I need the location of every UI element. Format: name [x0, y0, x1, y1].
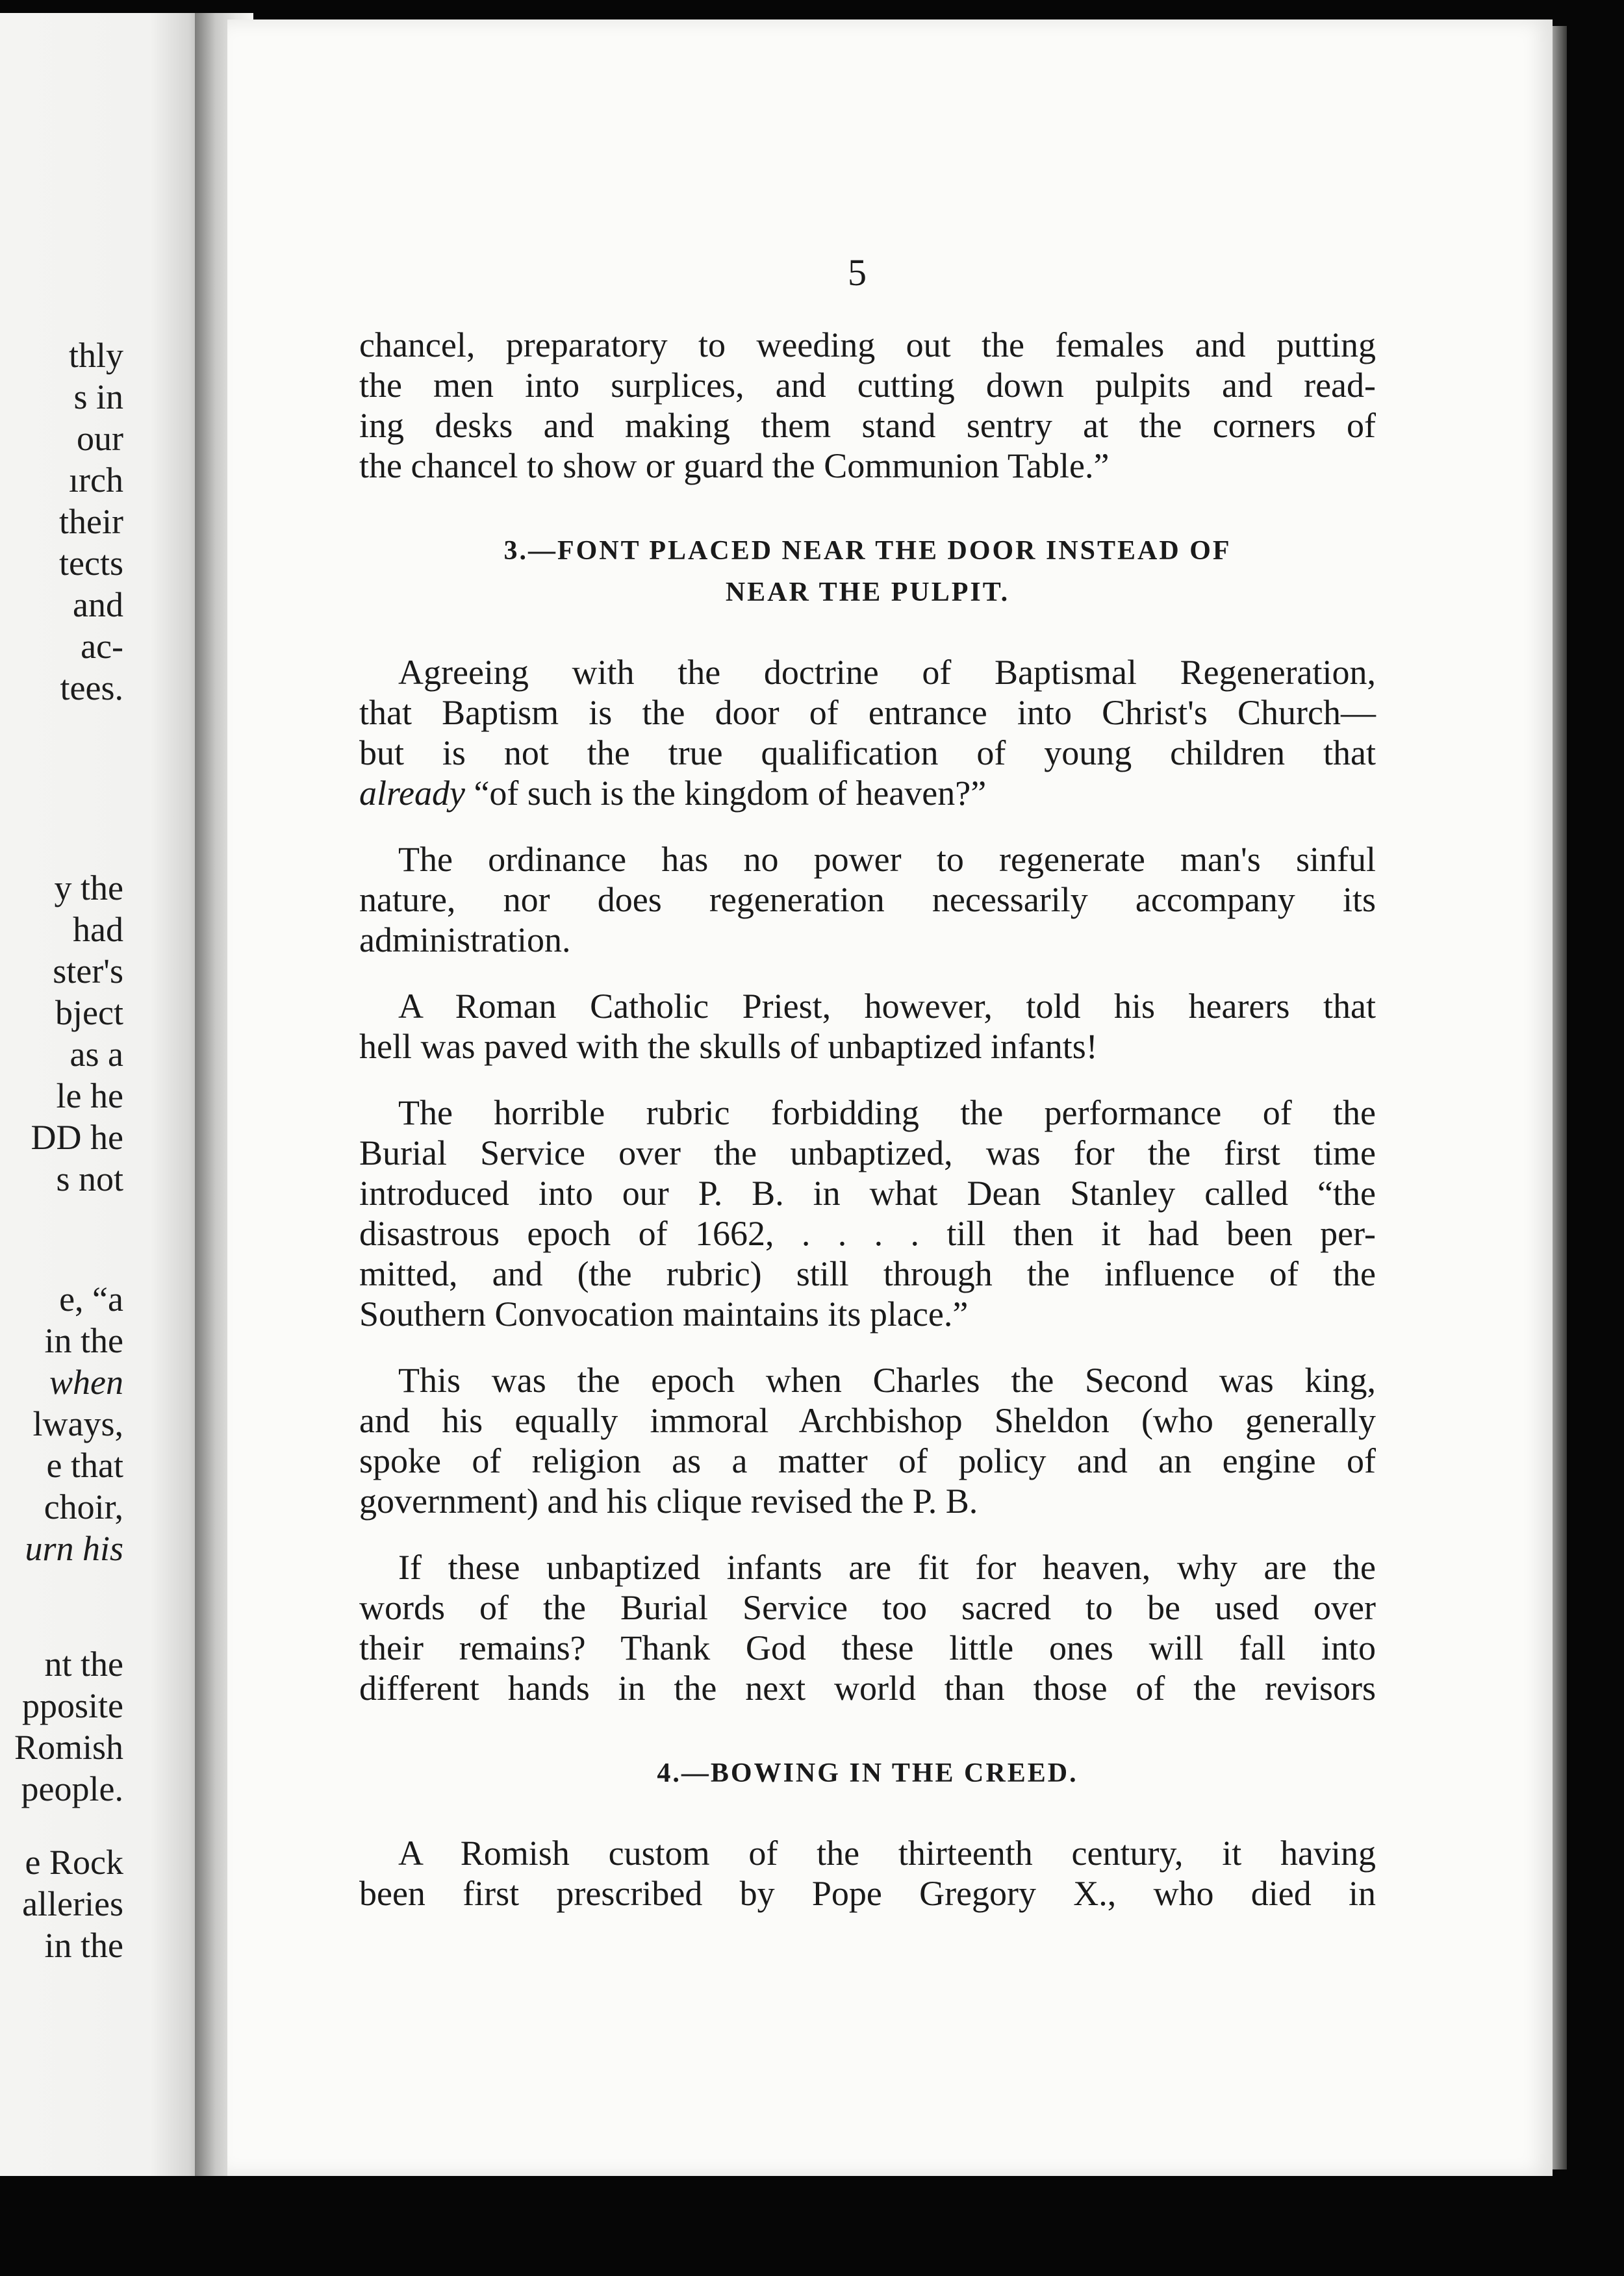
left-fragment: tees. — [60, 668, 123, 707]
text-line — [359, 773, 1376, 813]
text-line: introduced into our P. B. in what Dean Stanley called “the — [359, 1174, 1376, 1213]
text-line: chancel, preparatory to weeding out the females and putting — [359, 325, 1376, 364]
paragraph — [359, 652, 1376, 813]
left-fragment: as a — [70, 1035, 123, 1074]
text-line: nature, nor does regeneration necessarily accompany its — [359, 880, 1376, 919]
italic-word: already — [359, 774, 465, 813]
left-page — [0, 13, 214, 2176]
opening-paragraph — [359, 325, 1376, 486]
left-fragment: alleries — [22, 1884, 123, 1923]
left-fragment: and — [73, 585, 123, 624]
left-fragment: ster's — [53, 952, 123, 991]
left-fragment: ırch — [69, 461, 123, 499]
text-line: Burial Service over the unbaptized, was for the first time — [359, 1133, 1376, 1172]
text-line: been first prescribed by Pope Gregory X., who died in — [359, 1874, 1376, 1913]
page-number: 5 — [848, 251, 867, 294]
section-heading: 4.—BOWING IN THE CREED. — [657, 1758, 1078, 1788]
section-heading: NEAR THE PULPIT. — [725, 577, 1010, 607]
paragraph — [359, 1360, 1376, 1521]
left-fragment: ac- — [81, 627, 123, 666]
paragraph — [359, 986, 1376, 1067]
text-line: A Romish custom of the thirteenth century, it having — [398, 1834, 1376, 1873]
left-fragment: their — [59, 502, 123, 541]
page-body — [359, 325, 1376, 1914]
text-line: their remains? Thank God these little ones will fall into — [359, 1628, 1376, 1667]
text-line: administration. — [359, 920, 571, 959]
left-fragment: le he — [56, 1076, 123, 1115]
left-fragment: s in — [73, 377, 123, 416]
left-fragment: tects — [59, 544, 123, 583]
text-line: words of the Burial Service too sacred to be used over — [359, 1588, 1376, 1627]
paragraph — [359, 1093, 1376, 1334]
left-fragment: urn his — [25, 1529, 123, 1568]
left-fragment: had — [73, 910, 123, 949]
left-fragment: Romish — [14, 1728, 123, 1767]
left-fragment: bject — [55, 993, 123, 1032]
left-fragment: lways, — [32, 1404, 123, 1443]
left-fragment: s not — [56, 1159, 123, 1198]
left-fragment: choir, — [44, 1487, 123, 1526]
left-fragment: our — [77, 419, 123, 458]
text-line: If these unbaptized infants are fit for heaven, why are the — [398, 1548, 1376, 1587]
left-fragment: when — [49, 1363, 123, 1402]
left-fragment: nt the — [44, 1645, 123, 1684]
text-line: Southern Convocation maintains its place.” — [359, 1295, 969, 1334]
text-line: ing desks and making them stand sentry at the corners of — [359, 406, 1376, 445]
text-line: mitted, and (the rubric) still through the influence of the — [359, 1254, 1376, 1293]
text-line: The horrible rubric forbidding the performance of the — [398, 1093, 1376, 1132]
text-line: This was the epoch when Charles the Second was king, — [398, 1361, 1376, 1400]
left-fragment: e Rock — [25, 1843, 123, 1882]
left-fragment: DD he — [31, 1118, 123, 1157]
text-line: the chancel to show or guard the Communion Table.” — [359, 446, 1110, 485]
left-fragment: people. — [21, 1769, 123, 1808]
left-fragment: pposite — [22, 1686, 123, 1725]
left-fragment: in the — [44, 1321, 123, 1360]
text-line: and his equally immoral Archbishop Sheldon (who generally — [359, 1401, 1376, 1440]
text-line: government) and his clique revised the P. B. — [359, 1482, 978, 1521]
text-line: A Roman Catholic Priest, however, told his hearers that — [398, 987, 1376, 1026]
paragraph — [359, 839, 1376, 960]
left-fragment: e that — [46, 1446, 123, 1485]
text-line: disastrous epoch of 1662, . . . . till then it had been per- — [359, 1214, 1376, 1253]
section-heading: 3.—FONT PLACED NEAR THE DOOR INSTEAD OF — [503, 536, 1232, 566]
paragraph — [359, 1833, 1376, 1914]
left-fragment: thly — [68, 336, 123, 375]
left-fragment: e, “a — [59, 1280, 123, 1319]
text-line: that Baptism is the door of entrance into Christ's Church— — [359, 693, 1376, 732]
paragraph — [359, 1547, 1376, 1708]
text-line: The ordinance has no power to regenerate man's sinful — [398, 840, 1376, 879]
page-edge — [1553, 26, 1567, 2169]
left-fragment: in the — [44, 1926, 123, 1965]
text-line: hell was paved with the skulls of unbaptized infants! — [359, 1027, 1098, 1066]
text-line: Agreeing with the doctrine of Baptismal Regeneration, — [398, 653, 1376, 692]
text-line: the men into surplices, and cutting down pulpits and read- — [359, 366, 1376, 405]
text-run: “of such is the kingdom of heaven?” — [464, 774, 987, 813]
left-fragment: y the — [54, 868, 123, 907]
text-line: but is not the true qualification of young children that — [359, 733, 1376, 772]
text-line: different hands in the next world than those of the revisors — [359, 1669, 1376, 1708]
text-line: spoke of religion as a matter of policy and an engine of — [359, 1441, 1376, 1480]
